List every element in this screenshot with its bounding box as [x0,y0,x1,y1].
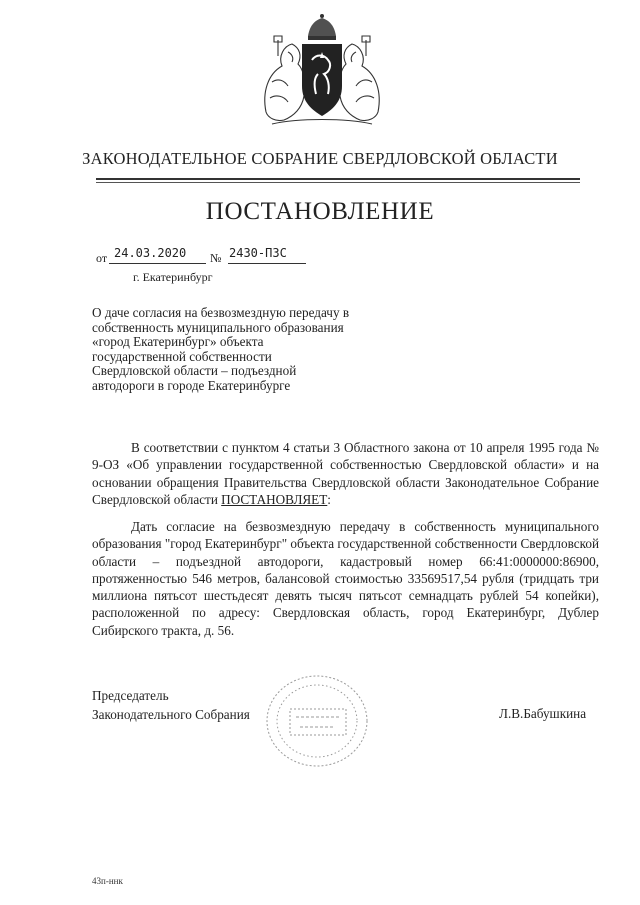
document-type-title: ПОСТАНОВЛЕНИЕ [205,198,435,225]
date-prefix-label: от [96,251,108,265]
decision-word: ПОСТАНОВЛЯЕТ [221,491,328,507]
document-date: 24.03.2020 [114,246,187,260]
body-paragraph-2: Дать согласие на безвозмездную передачу в собственность муниципального образования "город Екатеринбург" объекта государственной собственности Свердловской области – подъездной автодороги, кадастровый номер 66:41:0000000:86900, протяженностью 546 метров, балансовой стоимостью 33569517,54 рубля (тридцать три миллиона пятьсот шестьдесят девять тысяч пятьсот семнадцать рублей 54 копейки), расположенной по адресу: Свердловская область, город Екатеринбург, Дублер Сибирского тракта, д. 56. [92,519,599,638]
header-divider-thin [96,182,580,183]
signatory-title [92,687,250,724]
signatory-name: Л.В.Бабушкина [499,706,587,721]
city-label: г. Екатеринбург [133,270,213,284]
signatory-title-line-2: Законодательного Собрания [92,706,250,722]
document-number: 2430-ПЗС [229,246,287,260]
signatory-title-line-1: Председатель [92,688,169,703]
number-underline [228,263,306,264]
round-stamp-icon [262,671,372,771]
paragraph-1-text: В соответствии с пунктом 4 статьи 3 Областного закона от 10 апреля 1995 года № 9-ОЗ «Об управлении государственной собственностью Свердловской области» и на основании обращения Правительства Свердловской области Законодательное Собрание Свердловской области [92,440,599,507]
footer-code: 43п-ннк [92,876,123,886]
number-prefix-label: № [210,251,222,265]
coat-of-arms-icon [258,12,386,132]
document-subject: О даче согласия на безвозмездную передачу в собственность муниципального образования «город Екатеринбург» объекта государственной собственности Свердловской области – подъездной автодороги в городе Екатеринбурге [92,305,350,393]
paragraph-1-end: : [327,491,331,507]
organization-title: ЗАКОНОДАТЕЛЬНОЕ СОБРАНИЕ СВЕРДЛОВСКОЙ ОБЛАСТИ [82,149,558,168]
header-divider [96,178,580,180]
body-paragraph-1 [92,439,599,508]
date-underline [109,263,206,264]
